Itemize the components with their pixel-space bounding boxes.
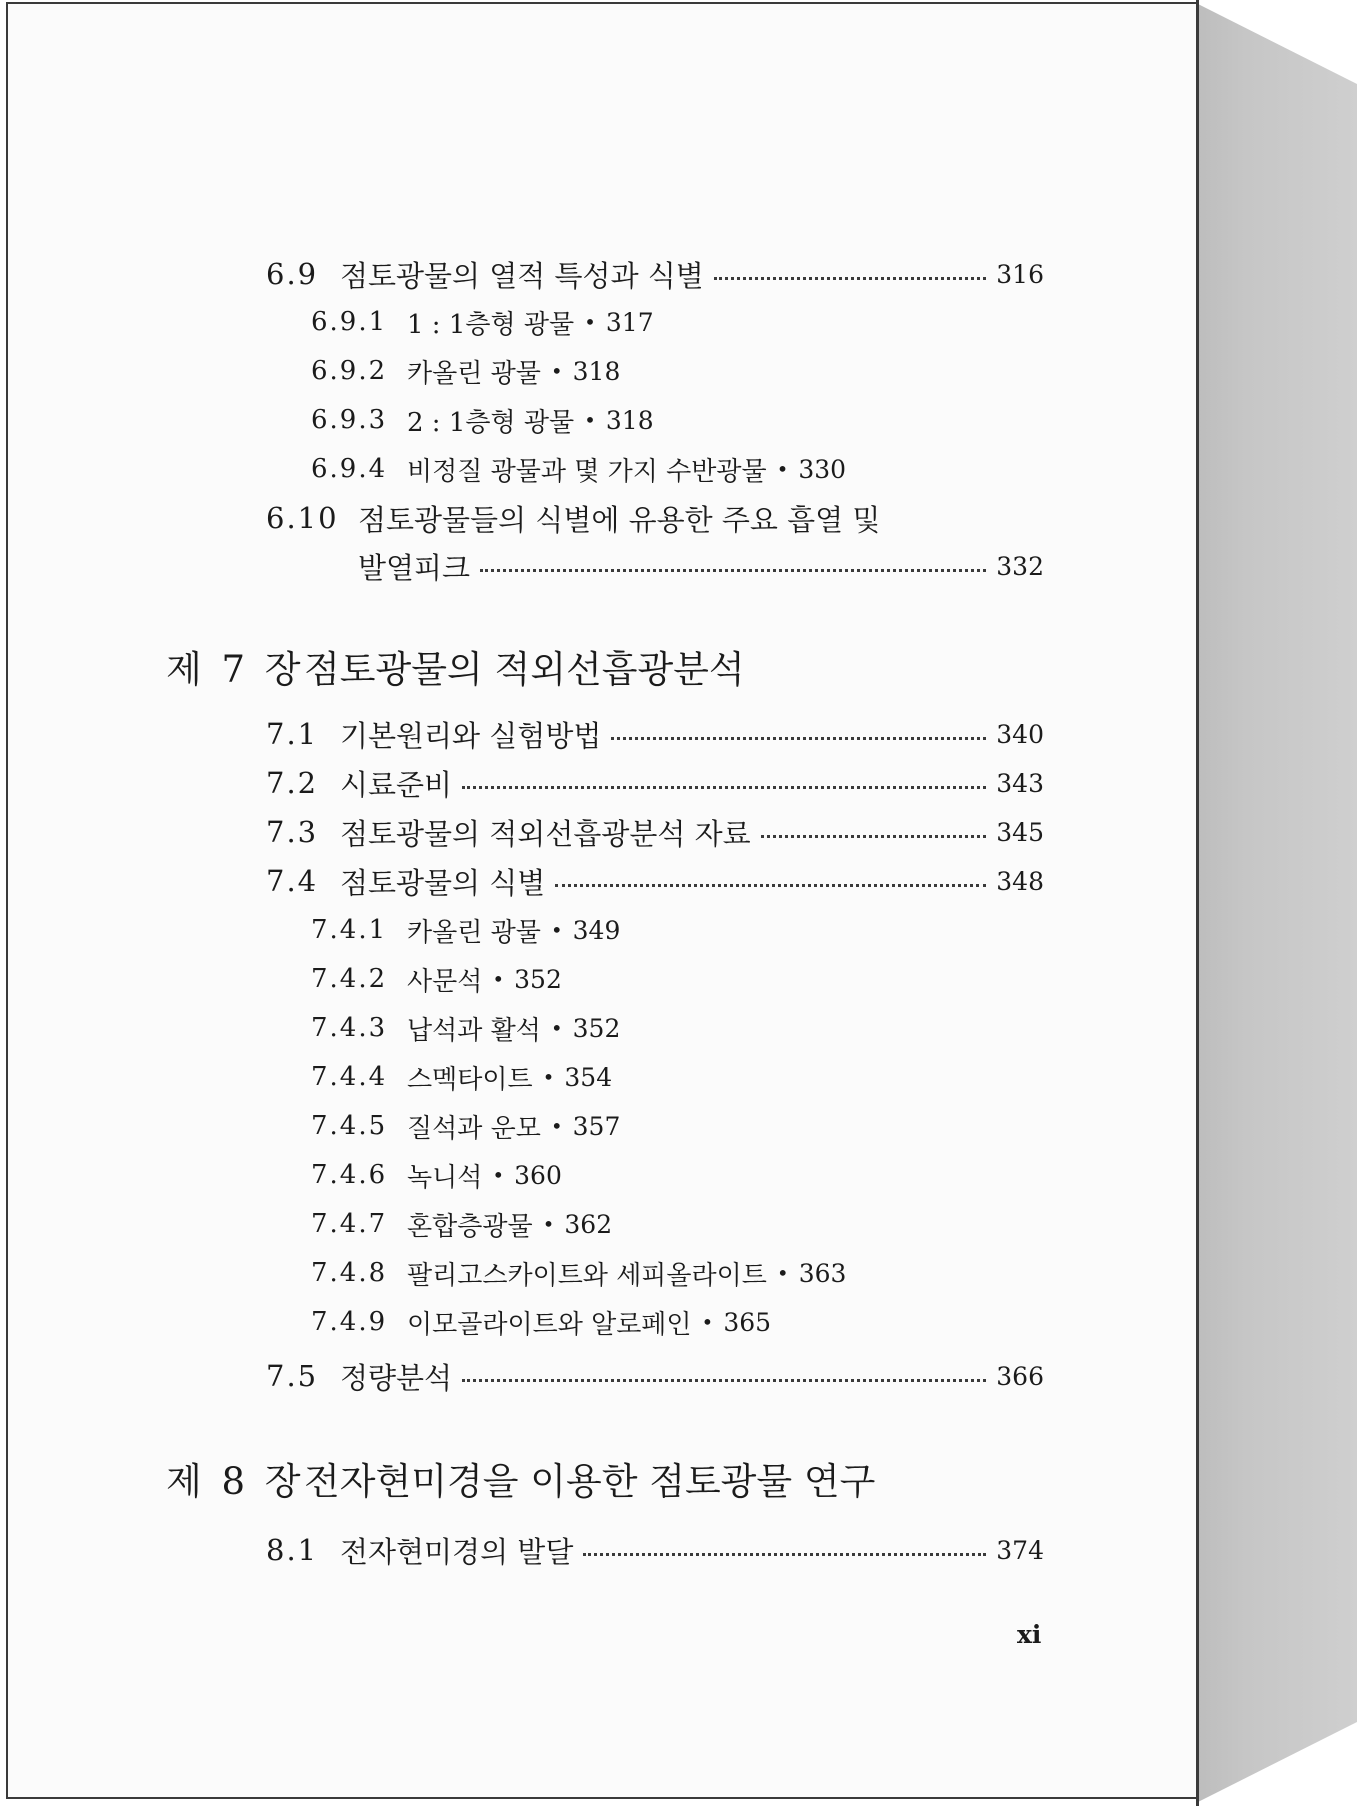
book-spine: [1198, 0, 1357, 1806]
page-number: 352: [514, 964, 562, 994]
toc-entry-7-3[interactable]: [266, 810, 1044, 854]
section-number: 6.9.3: [311, 405, 388, 435]
section-title: 팔리고스카이트와 세피올라이트: [407, 1260, 767, 1291]
page-number: 332: [996, 551, 1044, 581]
toc-entry-6-9-1[interactable]: [311, 300, 654, 344]
toc-entry-6-9-2[interactable]: [311, 349, 620, 393]
dot-leader: [462, 1379, 986, 1382]
section-number: 7.4.1: [311, 915, 388, 945]
section-title: 질석과 운모: [407, 1113, 541, 1144]
toc-entry-7-4-3[interactable]: [311, 1006, 620, 1050]
section-number: 7.3: [266, 815, 319, 849]
page-folio: xi: [1017, 1620, 1042, 1649]
page-number: 360: [514, 1160, 562, 1190]
section-title: 납석과 활석: [407, 1015, 541, 1046]
page-number: 343: [996, 768, 1044, 798]
toc-entry-6-9-3[interactable]: [311, 398, 654, 442]
section-title: 비정질 광물과 몇 가지 수반광물: [407, 456, 767, 487]
section-title: 사문석: [407, 966, 483, 997]
section-title: 전자현미경의 발달: [340, 1534, 574, 1569]
section-title-line1: 점토광물들의 식별에 유용한 주요 흡열 및: [358, 502, 881, 537]
section-number: 6.9: [266, 257, 319, 291]
chapter-8-heading[interactable]: [166, 1448, 875, 1508]
section-title: 1 : 1층형 광물: [407, 309, 575, 340]
page-number: 340: [996, 719, 1044, 749]
section-number: 6.9.2: [311, 356, 388, 386]
dot-leader: [555, 884, 986, 887]
section-title: 시료준비: [340, 767, 453, 802]
separator-dot: •: [550, 359, 563, 383]
section-number: 7.4.8: [311, 1258, 388, 1288]
toc-entry-7-5[interactable]: [266, 1354, 1044, 1398]
separator-dot: •: [584, 408, 596, 432]
section-title: 정량분석: [340, 1360, 453, 1395]
section-number: 7.4: [266, 864, 319, 898]
toc-entry-7-4-2[interactable]: [311, 957, 562, 1001]
dot-leader: [583, 1553, 986, 1556]
separator-dot: •: [492, 967, 505, 991]
toc-entry-7-4-6[interactable]: [311, 1153, 562, 1197]
separator-dot: •: [550, 1114, 563, 1138]
section-title: 녹니석: [407, 1162, 483, 1193]
section-number: 6.9.1: [311, 307, 388, 337]
page-number: 374: [996, 1535, 1044, 1565]
toc-entry-7-2[interactable]: [266, 761, 1044, 805]
section-number: 7.4.9: [311, 1307, 388, 1337]
separator-dot: •: [542, 1065, 555, 1089]
section-title: 점토광물의 적외선흡광분석 자료: [340, 816, 751, 851]
page-number: 352: [572, 1013, 621, 1043]
section-title: 카올린 광물: [407, 917, 541, 948]
toc-entry-7-4-7[interactable]: [311, 1202, 612, 1246]
separator-dot: •: [584, 310, 596, 334]
separator-dot: •: [492, 1163, 505, 1187]
separator-dot: •: [776, 457, 789, 481]
page-number: 349: [572, 915, 621, 945]
toc-entry-6-9[interactable]: [266, 252, 1044, 296]
section-number: 7.4.6: [311, 1160, 388, 1190]
section-number: 8.1: [266, 1533, 319, 1567]
toc-entry-6-10[interactable]: [266, 496, 880, 540]
page-number: 348: [996, 866, 1044, 896]
toc-entry-7-4-1[interactable]: [311, 908, 620, 952]
section-title: 혼합층광물: [407, 1211, 533, 1242]
dot-leader: [462, 786, 986, 789]
toc-entry-7-4-8[interactable]: [311, 1251, 846, 1295]
section-title: 점토광물의 열적 특성과 식별: [340, 258, 704, 293]
section-title: 카올린 광물: [407, 358, 541, 389]
section-title: 점토광물의 식별: [340, 865, 546, 900]
dot-leader: [761, 835, 987, 838]
chapter-title: 전자현미경을 이용한 점토광물 연구: [304, 1460, 876, 1503]
page-number: 354: [564, 1062, 613, 1092]
chapter-number: 제 8 장: [166, 1460, 305, 1503]
toc-entry-7-4-9[interactable]: [311, 1300, 771, 1344]
section-number: 6.9.4: [311, 454, 388, 484]
page-number: 317: [605, 307, 654, 337]
separator-dot: •: [542, 1212, 555, 1236]
page-number: 363: [798, 1258, 847, 1288]
section-number: 7.4.2: [311, 964, 388, 994]
section-number: 7.5: [266, 1359, 319, 1393]
page-number: 316: [996, 259, 1044, 289]
chapter-title: 점토광물의 적외선흡광분석: [304, 648, 745, 691]
page-number: 318: [572, 356, 621, 386]
dot-leader: [714, 277, 986, 280]
section-number: 7.4.4: [311, 1062, 388, 1092]
section-number: 7.2: [266, 766, 319, 800]
chapter-7-heading[interactable]: [166, 636, 745, 696]
page-number: 357: [572, 1111, 621, 1141]
section-number: 7.4.5: [311, 1111, 388, 1141]
page-number: 362: [564, 1209, 613, 1239]
section-title: 스멕타이트: [407, 1064, 533, 1095]
section-number: 7.4.3: [311, 1013, 388, 1043]
separator-dot: •: [550, 918, 563, 942]
page-number: 330: [798, 454, 847, 484]
page-number: 366: [996, 1361, 1044, 1391]
chapter-number: 제 7 장: [166, 648, 305, 691]
toc-entry-6-10-cont[interactable]: [358, 544, 1044, 588]
separator-dot: •: [550, 1016, 563, 1040]
page-number: 318: [605, 405, 654, 435]
page-number: 365: [723, 1307, 772, 1337]
section-title-line2: 발열피크: [358, 550, 471, 585]
toc-entry-7-4-4[interactable]: [311, 1055, 612, 1099]
section-title: 기본원리와 실험방법: [340, 718, 602, 753]
toc-entry-7-4[interactable]: [266, 859, 1044, 903]
section-number: 7.4.7: [311, 1209, 388, 1239]
separator-dot: •: [776, 1261, 789, 1285]
toc-entry-6-9-4[interactable]: [311, 447, 846, 491]
section-title: 2 : 1층형 광물: [407, 407, 575, 438]
toc-entry-7-4-5[interactable]: [311, 1104, 620, 1148]
toc-entry-8-1[interactable]: [266, 1528, 1044, 1572]
section-number: 6.10: [266, 501, 339, 535]
section-title: 이모골라이트와 알로페인: [407, 1309, 692, 1340]
page-number: 345: [996, 817, 1044, 847]
toc-entry-7-1[interactable]: [266, 712, 1044, 756]
section-number: 7.1: [266, 717, 319, 751]
separator-dot: •: [701, 1310, 714, 1334]
dot-leader: [611, 737, 986, 740]
dot-leader: [480, 569, 986, 572]
